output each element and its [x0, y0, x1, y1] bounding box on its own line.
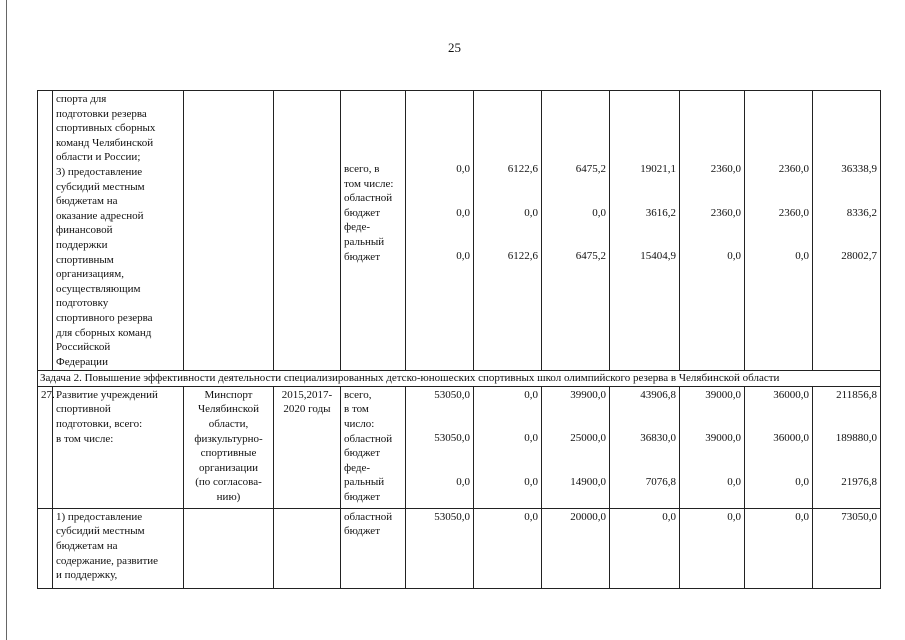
- executor-line: (по согласова-: [195, 476, 262, 489]
- value-total: 0,0: [524, 388, 538, 401]
- num-cell: [38, 91, 53, 371]
- source-line: областной: [344, 192, 393, 205]
- value-cell-2: [474, 508, 542, 588]
- source-line: областной: [344, 510, 393, 523]
- value-cell-2: [474, 91, 542, 371]
- description-line: Федерации: [56, 355, 108, 368]
- value-total: 36000,0: [773, 388, 809, 401]
- value-regional: 8336,2: [846, 206, 877, 219]
- value-regional: 53050,0: [434, 510, 470, 523]
- executor-cell: [184, 386, 274, 508]
- value-federal: 0,0: [456, 250, 470, 263]
- source-line: бюджет: [344, 250, 380, 263]
- value-cell-total: [813, 386, 881, 508]
- source-line: бюджет: [344, 447, 380, 460]
- source-line: феде-: [344, 461, 371, 474]
- source-cell: [341, 508, 406, 588]
- source-line: число:: [344, 418, 375, 431]
- source-line: ральный: [344, 476, 385, 489]
- table-row-27-1: [38, 508, 881, 588]
- value-regional: 0,0: [727, 510, 741, 523]
- value-cell-5: [680, 386, 745, 508]
- value-cell-6: [745, 91, 813, 371]
- executor-line: спортивные: [200, 447, 257, 460]
- value-regional: 36000,0: [773, 432, 809, 445]
- value-federal: 0,0: [456, 476, 470, 489]
- description-line: подготовку: [56, 297, 109, 310]
- description-line: и поддержку,: [56, 569, 118, 582]
- description-line: бюджетам на: [56, 195, 118, 208]
- value-regional: 2360,0: [710, 206, 741, 219]
- value-total: 0,0: [456, 163, 470, 175]
- description-line: спортивным: [56, 253, 114, 266]
- description-line: подготовки, всего:: [56, 418, 143, 431]
- value-regional: 189880,0: [835, 432, 877, 445]
- value-regional: 36830,0: [640, 432, 676, 445]
- value-federal: 0,0: [727, 476, 741, 489]
- value-regional: 2360,0: [778, 206, 809, 219]
- value-cell-total: [813, 508, 881, 588]
- value-cell-5: [680, 91, 745, 371]
- source-cell: [341, 91, 406, 371]
- executor-cell: [184, 508, 274, 588]
- description-line: спортивной: [56, 403, 111, 416]
- value-total: 36338,9: [841, 163, 877, 175]
- executor-cell: [184, 91, 274, 371]
- description-line: в том числе:: [56, 432, 114, 445]
- source-line: всего,: [344, 388, 372, 401]
- value-federal: 28002,7: [841, 250, 877, 263]
- description-line: для сборных команд: [56, 326, 152, 339]
- source-line: областной: [344, 432, 393, 445]
- value-federal: 0,0: [795, 250, 809, 263]
- value-cell-5: [680, 508, 745, 588]
- source-line: том числе:: [344, 177, 394, 190]
- value-cell-3: [542, 91, 610, 371]
- value-total: 53050,0: [434, 388, 470, 401]
- value-total: 2360,0: [778, 163, 809, 175]
- description-line: субсидий местным: [56, 180, 145, 193]
- value-cell-2: [474, 386, 542, 508]
- executor-line: организации: [198, 461, 259, 474]
- value-cell-3: [542, 508, 610, 588]
- description-line: бюджетам на: [56, 540, 118, 553]
- period-cell: [274, 508, 341, 588]
- description-line: субсидий местным: [56, 525, 145, 538]
- period-cell: [274, 386, 341, 508]
- source-line: в том: [344, 403, 369, 416]
- value-regional: 0,0: [592, 206, 606, 219]
- value-federal: 15404,9: [640, 250, 676, 263]
- value-regional: 0,0: [456, 206, 470, 219]
- value-total: 39000,0: [705, 388, 741, 401]
- value-regional: 20000,0: [570, 510, 606, 523]
- value-cell-6: [745, 508, 813, 588]
- value-total: 39900,0: [570, 388, 606, 401]
- value-federal: 7076,8: [645, 476, 676, 489]
- task-header-row: [38, 371, 881, 387]
- source-line: феде-: [344, 221, 371, 234]
- value-total: 6122,6: [507, 163, 538, 175]
- description-line: спорта для: [56, 93, 107, 105]
- value-regional: 39000,0: [705, 432, 741, 445]
- description-line: финансовой: [56, 224, 113, 237]
- source-line: бюджет: [344, 491, 380, 504]
- value-federal: 0,0: [524, 476, 538, 489]
- value-cell-3: [542, 386, 610, 508]
- description-cell: [53, 508, 184, 588]
- source-line: всего, в: [344, 163, 380, 175]
- source-cell: [341, 386, 406, 508]
- value-regional: 3616,2: [645, 206, 676, 219]
- period-cell: [274, 91, 341, 371]
- description-line: организациям,: [56, 268, 124, 281]
- page-left-edge: [6, 0, 7, 640]
- value-total: 43906,8: [640, 388, 676, 401]
- description-line: поддержки: [56, 238, 108, 251]
- value-cell-4: [610, 386, 680, 508]
- description-line: подготовки резерва: [56, 107, 147, 120]
- value-regional: 53050,0: [434, 432, 470, 445]
- executor-line: Челябинской: [197, 403, 259, 416]
- value-regional: 25000,0: [570, 432, 606, 445]
- description-cell: [53, 91, 184, 371]
- value-total: 2360,0: [710, 163, 741, 175]
- description-cell: [53, 386, 184, 508]
- value-regional: 0,0: [524, 432, 538, 445]
- table-row-subsidy-3: [38, 91, 881, 371]
- value-total: 19021,1: [640, 163, 676, 175]
- executor-line: нию): [216, 491, 241, 504]
- description-line: спортивного резерва: [56, 311, 153, 324]
- value-regional: 0,0: [662, 510, 676, 523]
- task-2-heading: Задача 2. Повышение эффективности деятельности специализированных детско-юношеских спортивных школ олимпийского резерва в Челябинской области: [38, 371, 881, 387]
- value-regional: 73050,0: [841, 510, 877, 523]
- description-line: осуществляющим: [56, 282, 141, 295]
- value-federal: 0,0: [795, 476, 809, 489]
- description-line: Российской: [56, 341, 111, 354]
- description-line: содержание, развитие: [56, 554, 159, 567]
- value-cell-1: [406, 386, 474, 508]
- executor-line: Минспорт: [204, 388, 253, 401]
- value-total: 6475,2: [575, 163, 606, 175]
- page-number: 25: [448, 40, 461, 55]
- value-regional: 0,0: [795, 510, 809, 523]
- description-line: оказание адресной: [56, 209, 144, 222]
- value-federal: 6122,6: [507, 250, 538, 263]
- value-cell-4: [610, 508, 680, 588]
- description-line: 1) предоставление: [56, 510, 143, 523]
- source-line: ральный: [344, 235, 385, 248]
- value-regional: 0,0: [524, 206, 538, 219]
- value-federal: 0,0: [727, 250, 741, 263]
- value-cell-1: [406, 91, 474, 371]
- value-regional: 0,0: [524, 510, 538, 523]
- value-federal: 21976,8: [841, 476, 877, 489]
- description-line: Развитие учреждений: [56, 388, 158, 401]
- period-line: 2020 годы: [283, 403, 331, 416]
- row-number: 27.: [38, 386, 53, 508]
- value-cell-4: [610, 91, 680, 371]
- executor-line: физкультурно-: [194, 432, 263, 445]
- num-cell: [38, 508, 53, 588]
- value-total: 211856,8: [836, 388, 877, 401]
- table-row-27: [38, 386, 881, 508]
- description-line: области и России;: [56, 151, 141, 164]
- description-line: команд Челябинской: [56, 136, 154, 149]
- period-line: 2015,2017-: [281, 388, 333, 401]
- source-line: бюджет: [344, 206, 380, 219]
- value-cell-1: [406, 508, 474, 588]
- description-line: спортивных сборных: [56, 122, 156, 135]
- value-cell-total: [813, 91, 881, 371]
- source-line: бюджет: [344, 525, 380, 538]
- value-federal: 14900,0: [570, 476, 606, 489]
- description-line: 3) предоставление: [56, 165, 143, 178]
- executor-line: области,: [208, 418, 249, 431]
- value-federal: 6475,2: [575, 250, 606, 263]
- value-cell-6: [745, 386, 813, 508]
- program-table: [37, 90, 881, 589]
